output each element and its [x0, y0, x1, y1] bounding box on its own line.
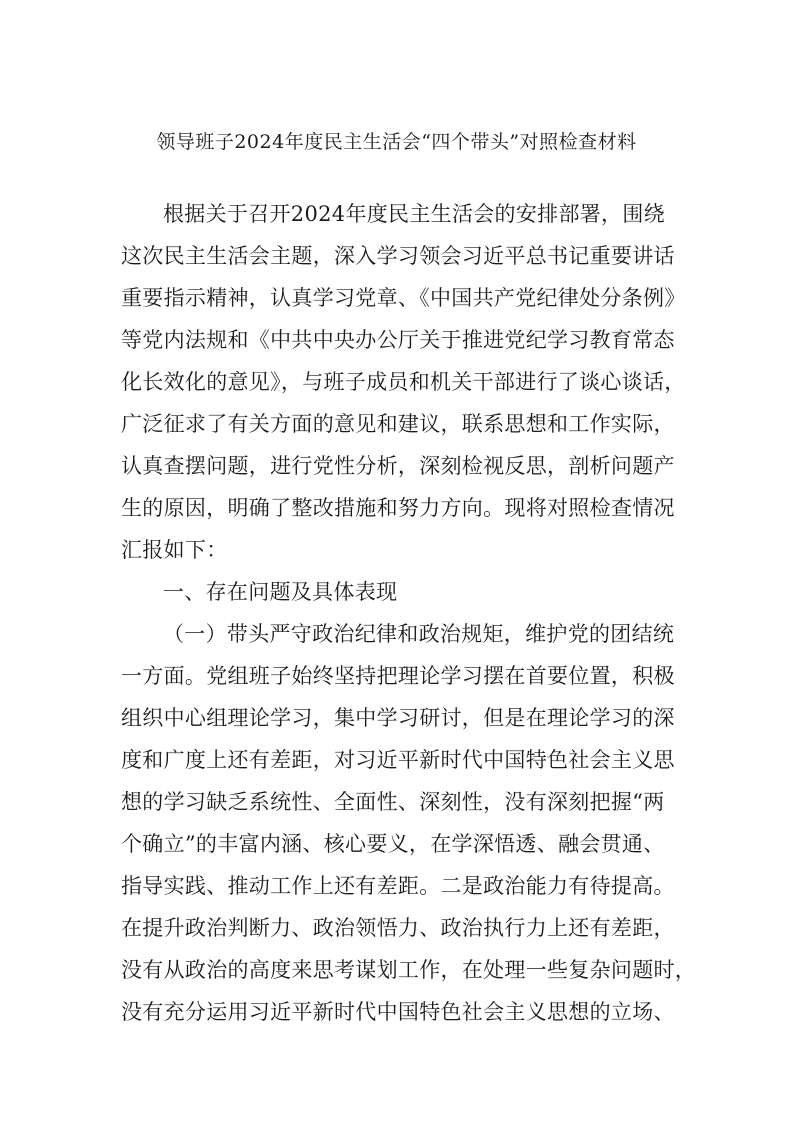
body-line: 一方面。党组班子始终坚持把理论学习摆在首要位置，积极: [121, 664, 675, 688]
subsection-heading: （一）带头严守政治纪律和政治规矩，维护党的团结统: [163, 622, 675, 646]
body-line: 广泛征求了有关方面的意见和建议，联系思想和工作实际，: [121, 412, 675, 436]
section-heading: 一、存在问题及具体表现: [163, 580, 398, 604]
body-line: 组织中心组理论学习，集中学习研讨，但是在理论学习的深: [121, 706, 675, 730]
body-line: 度和广度上还有差距，对习近平新时代中国特色社会主义思: [121, 748, 675, 772]
body-line: 没有充分运用习近平新时代中国特色社会主义思想的立场、: [121, 1000, 675, 1024]
body-line: 个确立”的丰富内涵、核心要义，在学深悟透、融会贯通、: [121, 832, 665, 856]
body-line: 汇报如下：: [121, 538, 228, 562]
body-line: 想的学习缺乏系统性、全面性、深刻性，没有深刻把握“两: [121, 790, 665, 814]
body-line: 在提升政治判断力、政治领悟力、政治执行力上还有差距，: [121, 916, 675, 940]
document-title: 领导班子2024年度民主生活会“四个带头”对照检查材料: [156, 131, 637, 153]
body-line: 根据关于召开2024年度民主生活会的安排部署，围绕: [163, 202, 665, 226]
body-line: 没有从政治的高度来思考谋划工作，在处理一些复杂问题时，: [121, 958, 697, 982]
body-line: 指导实践、推动工作上还有差距。二是政治能力有待提高。: [121, 874, 675, 898]
body-line: 化长效化的意见》，与班子成员和机关干部进行了谈心谈话，: [121, 370, 686, 394]
body-line: 等党内法规和《中共中央办公厅关于推进党纪学习教育常态: [121, 328, 675, 352]
body-line: 认真查摆问题，进行党性分析，深刻检视反思，剖析问题产: [121, 454, 675, 478]
body-line: 这次民主生活会主题，深入学习领会习近平总书记重要讲话: [121, 244, 675, 268]
body-line: 重要指示精神，认真学习党章、《中国共产党纪律处分条例》: [121, 286, 686, 310]
body-line: 生的原因，明确了整改措施和努力方向。现将对照检查情况: [121, 496, 675, 520]
